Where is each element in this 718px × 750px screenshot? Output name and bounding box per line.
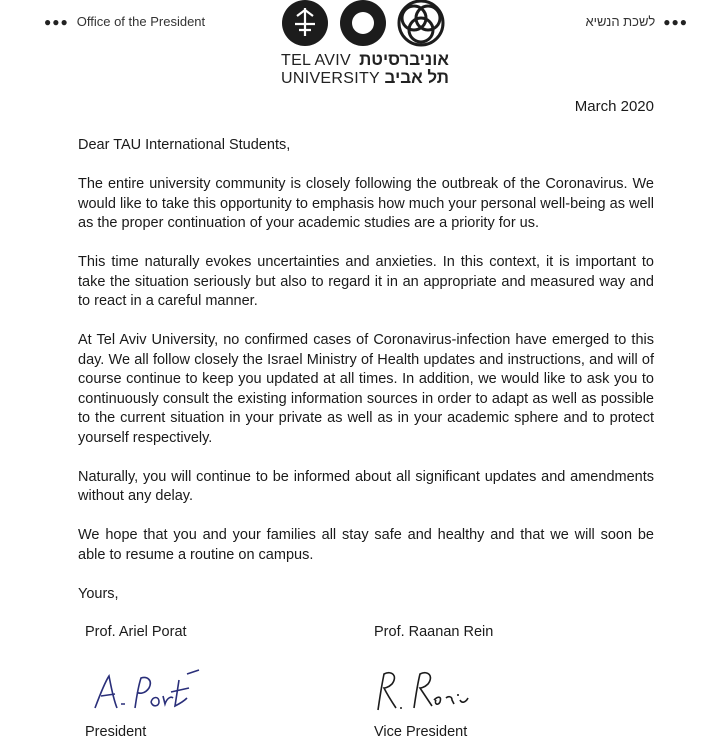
paragraph: The entire university community is closely following the outbreak of the Coronavirus. We would like to take this opportunity to emphasis how much your personal well-being as well as the proper continuation of your academic studies are a priority for us.	[78, 176, 654, 231]
paragraph: This time naturally evokes uncertainties and anxieties. In this context, it is important to take the situation seriously but also to regard it in an appropriate and measured way and to react in a careful manner.	[78, 254, 654, 309]
header-right	[586, 14, 689, 29]
logo-text-he: אוניברסיטת תל אביב	[359, 50, 449, 87]
signature-porat-icon	[87, 662, 207, 717]
salutation: Dear TAU International Students,	[78, 137, 291, 153]
dots-icon: ●●●	[663, 14, 688, 29]
logo-emblem-icon	[278, 0, 453, 50]
signature-rein-icon	[372, 662, 482, 717]
signatory-title: Vice President	[374, 724, 468, 740]
dots-icon: ●●●	[44, 14, 69, 29]
paragraph: We hope that you and your families all stay safe and healthy and that we will soon be able to resume a routine on campus.	[78, 527, 654, 563]
header-left	[44, 14, 205, 29]
paragraph: At Tel Aviv University, no confirmed cases of Coronavirus-infection have emerged to this day. We all follow closely the Israel Ministry of Health updates and instructions, and will of course continue to keep you updated at all times. In addition, we would like to ask you to continuously consult the existing information sources in order to adapt as well as possible to the current situation in your private as well as in your academic sphere and to protect yourself respectively.	[78, 332, 654, 446]
signatory-name: Prof. Raanan Rein	[374, 624, 494, 640]
signatory-title: President	[85, 724, 147, 740]
office-label-he: לשכת הנשיא	[585, 14, 656, 29]
closing: Yours,	[78, 585, 119, 602]
signatory-name: Prof. Ariel Porat	[85, 624, 187, 640]
paragraph: Naturally, you will continue to be informed about all significant updates and amendments without any delay.	[78, 468, 654, 504]
letter-body	[78, 136, 654, 624]
letter-date: March 2020	[574, 98, 654, 115]
office-label-en: Office of the President	[76, 14, 206, 29]
university-logo	[278, 0, 453, 92]
logo-text-en: TEL AVIV UNIVERSITY	[281, 52, 381, 87]
